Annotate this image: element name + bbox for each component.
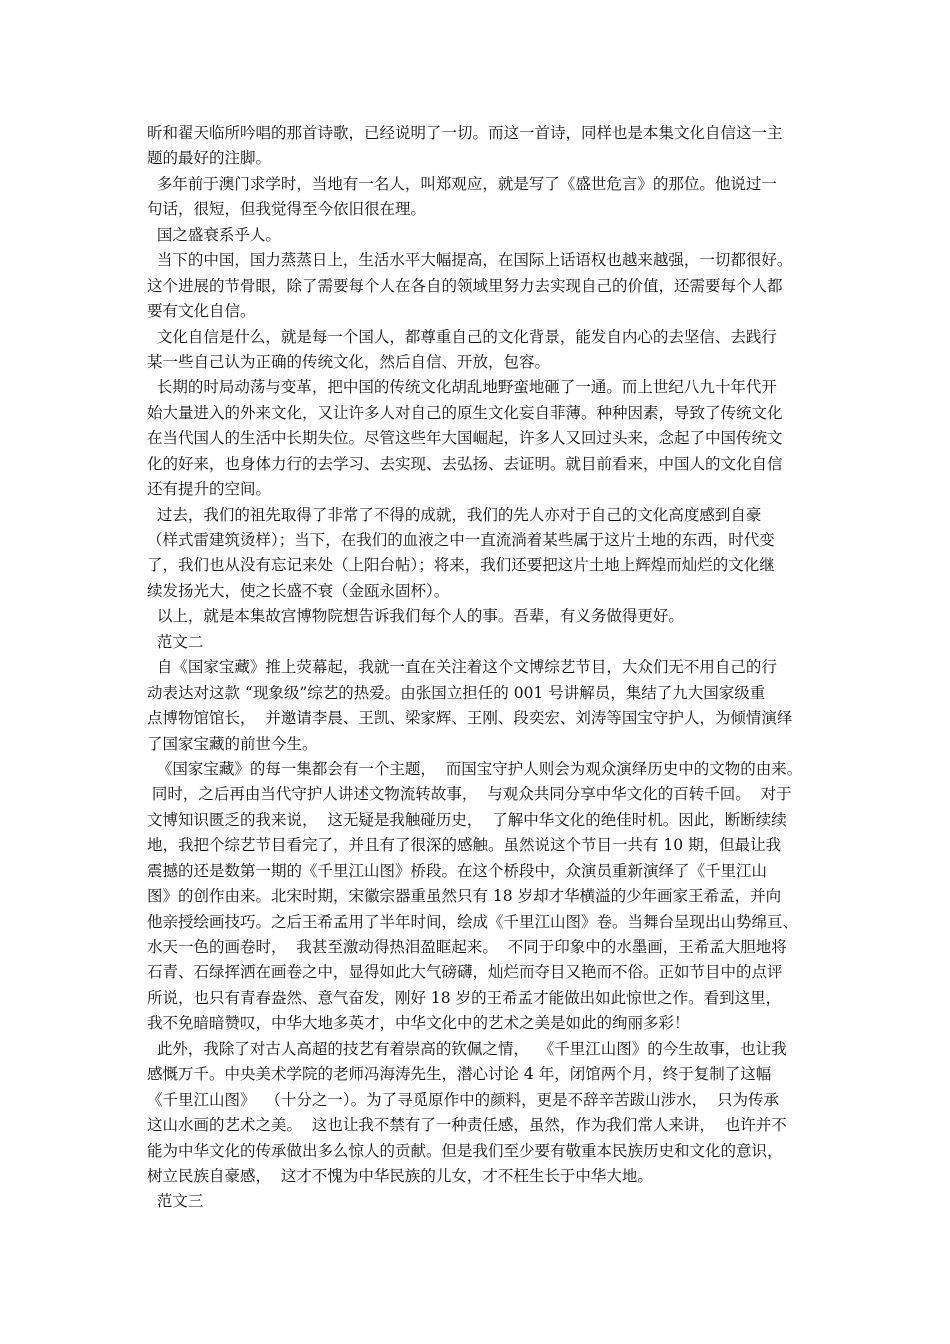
text-line: 这山水画的艺术之美。 这也让我不禁有了一种责任感，虽然，作为我们常人来讲， 也许并不 xyxy=(147,1116,787,1135)
text-line: 图》的创作由来。北宋时期，宋徽宗器重虽然只有 18 岁却才华横溢的少年画家王希孟，并向 xyxy=(147,887,782,906)
paragraph xyxy=(147,172,817,223)
paragraph xyxy=(147,248,817,324)
text-line: 感慨万千。中央美术学院的老师冯海涛先生，潜心讨论 4 年，闭馆两个月，终于复制了这幅 xyxy=(147,1065,772,1084)
paragraph xyxy=(147,1037,817,1190)
text-line: 动表达对这款 “现象级”综艺的热爱。由张国立担任的 001 号讲解员，集结了九大国家级重 xyxy=(147,683,766,702)
paragraph xyxy=(147,630,817,655)
paragraph xyxy=(147,757,817,1037)
text-line: 范文二 xyxy=(147,632,204,651)
document-body xyxy=(147,121,817,1215)
text-line: 要有文化自信。 xyxy=(147,302,256,321)
text-line: 以上，就是本集故宫博物院想告诉我们每个人的事。吾辈，有义务做得更好。 xyxy=(147,607,684,626)
text-line: 了国家宝藏的前世今生。 xyxy=(147,734,318,753)
text-line: 长期的时局动荡与变革，把中国的传统文化胡乱地野蛮地砸了一通。而上世纪八九十年代开 xyxy=(147,378,777,397)
paragraph xyxy=(147,325,817,376)
text-line: 自《国家宝藏》推上荧幕起，我就一直在关注着这个文博综艺节目，大众们无不用自己的行 xyxy=(147,658,777,677)
text-line: 这个进展的节骨眼，除了需要每个人在各自的领域里努力去实现自己的价值，还需要每个人都 xyxy=(147,276,783,295)
text-line: 过去，我们的祖先取得了非常了不得的成就，我们的先人亦对于自己的文化高度感到自豪 xyxy=(147,505,762,524)
text-line: 水天一色的画卷时， 我甚至激动得热泪盈眶起来。 不同于印象中的水墨画，王希孟大胆地将 xyxy=(147,938,787,956)
text-line: 他亲授绘画技巧。之后王希孟用了半年时间，绘成《千里江山图》卷。当舞台呈现出山势绵亘、 xyxy=(147,912,799,931)
text-line: 昕和翟天临所吟唱的那首诗歌，已经说明了一切。而这一首诗，同样也是本集文化自信这一主 xyxy=(147,124,783,142)
text-line: 能为中华文化的传承做出多么惊人的贡献。但是我们至少要有敬重本民族历史和文化的意识， xyxy=(147,1141,783,1160)
paragraph xyxy=(147,223,817,248)
text-line: 句话，很短，但我觉得至今依旧很在理。 xyxy=(147,200,427,219)
text-line: 了，我们也从没有忘记来处（上阳台帖）；将来，我们还要把这片土地上辉煌而灿烂的文化继 xyxy=(147,556,775,575)
text-line: 《国家宝藏》的每一集都会有一个主题， 而国宝守护人则会为观众演绎历史中的文物的由来。 xyxy=(147,759,803,778)
text-line: 某一些自己认为正确的传统文化，然后自信、开放，包容。 xyxy=(147,352,551,371)
paragraph xyxy=(147,655,817,757)
text-line: 地，我把个综艺节目看完了，并且有了很深的感触。虽然说这个节目一共有 10 期，但最让我 xyxy=(147,836,782,855)
text-line: 范文三 xyxy=(147,1192,204,1211)
text-line: 同时，之后再由当代守护人讲述文物流转故事， 与观众共同分享中华文化的百转千回。 对于 xyxy=(147,785,792,804)
text-line: 所说，也只有青春盎然、意气奋发，刚好 18 岁的王希孟才能做出如此惊世之作。看到这里， xyxy=(147,988,782,1007)
text-line: 化的好来，也身体力行的去学习、去实现、去弘扬、去证明。就目前看来，中国人的文化自信 xyxy=(147,454,783,473)
paragraph xyxy=(147,375,817,502)
text-line: 还有提升的空间。 xyxy=(147,480,272,499)
paragraph xyxy=(147,121,817,172)
text-line: 树立民族自豪感， 这才不愧为中华民族的儿女，才不枉生长于中华大地。 xyxy=(147,1166,653,1185)
text-line: 多年前于澳门求学时，当地有一名人，叫郑观应，就是写了《盛世危言》的那位。他说过一 xyxy=(147,174,777,193)
text-line: 在当代国人的生活中长期失位。尽管这些年大国崛起，许多人又回过头来，念起了中国传统文 xyxy=(147,429,783,448)
paragraph xyxy=(147,1189,817,1214)
text-line: 当下的中国，国力蒸蒸日上，生活水平大幅提高，在国际上话语权也越来越强，一切都很好。 xyxy=(147,251,793,270)
text-line: 题的最好的注脚。 xyxy=(147,149,272,168)
text-line: 文化自信是什么，就是每一个国人，都尊重自己的文化背景，能发自内心的去坚信、去践行 xyxy=(147,327,777,346)
text-line: 国之盛衰系乎人。 xyxy=(147,225,281,244)
text-line: 石青、石绿挥洒在画卷之中，显得如此大气磅礴，灿烂而夺目又艳而不俗。正如节目中的点评 xyxy=(147,963,783,982)
text-line: 我不免暗暗赞叹，中华大地多英才，中华文化中的艺术之美是如此的绚丽多彩！ xyxy=(147,1014,690,1033)
text-line: 此外，我除了对古人高超的技艺有着崇高的钦佩之情， 《千里江山图》的今生故事，也让我 xyxy=(147,1039,787,1058)
paragraph xyxy=(147,604,817,629)
text-line: 始大量进入的外来文化，又让许多人对自己的原生文化妄自菲薄。种种因素，导致了传统文化 xyxy=(147,403,783,422)
text-line: 震撼的还是数第一期的《千里江山图》桥段。在这个桥段中，众演员重新演绎了《千里江山 xyxy=(147,861,768,880)
text-line: （样式雷建筑烫样）；当下，在我们的血液之中一直流淌着某些属于这片土地的东西，时代变 xyxy=(147,531,775,549)
text-line: 续发扬光大，使之长盛不衰（金瓯永固杯）。 xyxy=(147,581,450,600)
paragraph xyxy=(147,503,817,605)
text-line: 《千里江山图》 （十分之一）。为了寻觅原作中的颜料，更是不辞辛苦跋山涉水， 只为传承 xyxy=(147,1090,779,1109)
text-line: 点博物馆馆长， 并邀请李晨、王凯、梁家辉、王刚、段奕宏、刘涛等国宝守护人，为倾情演绎 xyxy=(147,709,793,728)
text-line: 文博知识匮乏的我来说， 这无疑是我触碰历史， 了解中华文化的绝佳时机。因此，断断续续 xyxy=(147,810,787,829)
